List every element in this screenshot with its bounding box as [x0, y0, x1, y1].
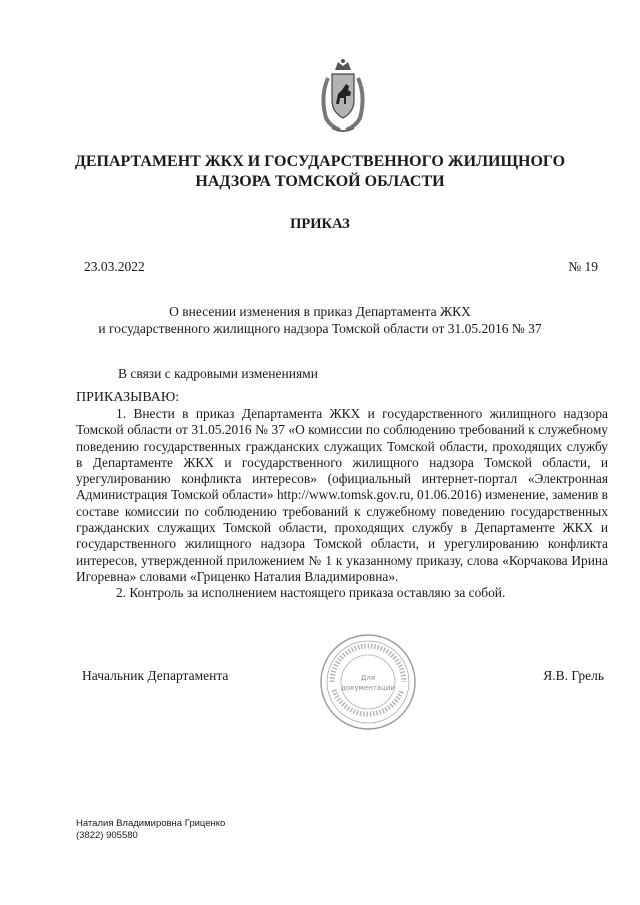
document-subject	[60, 303, 580, 337]
document-date: 23.03.2022	[84, 259, 145, 274]
signer-position: Начальник Департамента	[82, 668, 229, 683]
signer-name: Я.В. Грель	[543, 668, 604, 683]
svg-text:Для: Для	[360, 674, 376, 682]
department-title-line1: ДЕПАРТАМЕНТ ЖКХ И ГОСУДАРСТВЕННОГО ЖИЛИЩНОГО	[74, 153, 566, 170]
subject-line1: О внесении изменения в приказ Департамента ЖКХ	[169, 304, 471, 319]
order-word: ПРИКАЗЫВАЮ:	[76, 390, 180, 405]
order-item-2: 2. Контроль за исполнением настоящего приказа оставляю за собой.	[116, 585, 506, 601]
document-type: ПРИКАЗ	[290, 216, 350, 232]
order-item-1: 1. Внести в приказ Департамента ЖКХ и государственного жилищного надзора Томской области от 31.05.2016 № 37 «О комиссии по соблюдению требований к служебному поведению государственных гражданских служащих Томской области, проходящих службу в Департаменте ЖКХ и государственного жилищного надзора Томской области, и урегулированию конфликта интересов» (официальный интернет-портал «Электронная Администрация Томской области» http://www.tomsk.gov.ru, 01.06.2016) изменение, заменив в составе комиссии по соблюдению требований к служебному поведению государственных гражданских служащих Томской области, проходящих службу в Департаменте ЖКХ и государственного жилищного надзора Томской области, и урегулированию конфликта интересов, утвержденной приложением № 1 к указанному приказу, слова «Корчакова Ирина Игоревна» словами «Гриценко Наталия Владимировна».	[76, 406, 608, 584]
document-number: № 19	[568, 259, 598, 274]
department-title	[40, 152, 600, 192]
executor-phone: (3822) 905580	[76, 830, 138, 841]
subject-line2: и государственного жилищного надзора Томской области от 31.05.2016 № 37	[98, 321, 542, 336]
department-title-line2: НАДЗОРА ТОМСКОЙ ОБЛАСТИ	[195, 173, 445, 190]
executor-name: Наталия Владимировна Гриценко	[76, 818, 226, 829]
coat-of-arms-emblem	[318, 56, 368, 136]
seal-stamp	[318, 632, 418, 732]
reason-text: В связи с кадровыми изменениями	[118, 366, 318, 381]
executor-info	[76, 818, 225, 842]
order-body	[76, 406, 608, 602]
svg-text:документации: документации	[341, 684, 395, 692]
